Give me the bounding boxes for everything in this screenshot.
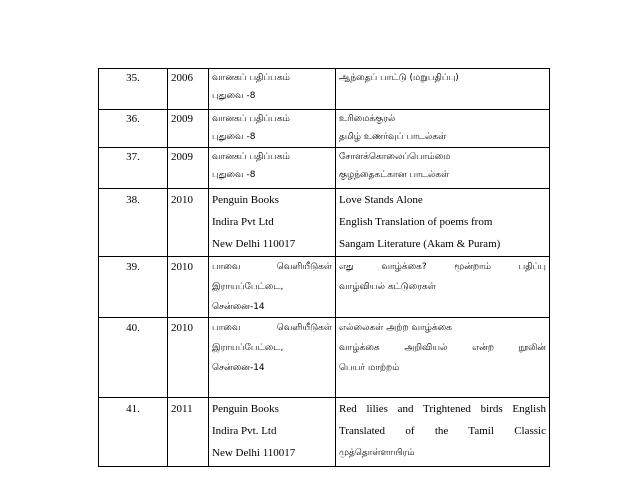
table-row (99, 398, 550, 467)
row-publisher: பாவை வெளியீடுகள் இராயப்பேட்டை, சென்னை-14 (209, 318, 336, 398)
row-title: எது வாழ்க்கை? மூன்றாம் பதிப்பு வாழ்வியல் கட்டுரைகள் (336, 257, 550, 318)
row-year: 2010 (168, 318, 209, 398)
row-number: 38. (99, 189, 168, 257)
table-row (99, 69, 550, 110)
row-year: 2011 (168, 398, 209, 467)
table-row (99, 257, 550, 318)
row-year: 2006 (168, 69, 209, 110)
row-title: Red lilies and Trightened birds English Translated of the Tamil Classic முத்தொள்ளாயிரம் (336, 398, 550, 467)
row-title: எல்லைகள் அற்ற வாழ்க்கை வாழ்க்கை அறிவியல் என்ற நூலின் பெயர் மாற்றம் (336, 318, 550, 398)
row-number: 39. (99, 257, 168, 318)
row-year: 2009 (168, 148, 209, 189)
table-row (99, 189, 550, 257)
row-year: 2010 (168, 189, 209, 257)
row-number: 41. (99, 398, 168, 467)
publications-table (98, 68, 550, 467)
row-title: உரிமைக்குரல் தமிழ் உணர்வுப் பாடல்கள் (336, 110, 550, 148)
row-number: 40. (99, 318, 168, 398)
row-publisher: Penguin Books Indira Pvt Ltd New Delhi 110017 (209, 189, 336, 257)
row-year: 2009 (168, 110, 209, 148)
row-year: 2010 (168, 257, 209, 318)
row-number: 37. (99, 148, 168, 189)
row-publisher: Penguin Books Indira Pvt. Ltd New Delhi 110017 (209, 398, 336, 467)
row-publisher: வானகப் பதிப்பகம் புதுவை -8 (209, 110, 336, 148)
table-row (99, 318, 550, 398)
table-row (99, 148, 550, 189)
row-title: Love Stands Alone English Translation of poems from Sangam Literature (Akam & Puram) (336, 189, 550, 257)
row-title: சோளக்கொலைப்பொம்மை குழந்தைகட்கான பாடல்கள் (336, 148, 550, 189)
row-publisher: பாவை வெளியீடுகள் இராயப்பேட்டை, சென்னை-14 (209, 257, 336, 318)
row-number: 35. (99, 69, 168, 110)
table-row (99, 110, 550, 148)
row-number: 36. (99, 110, 168, 148)
row-title: ஆந்தைப் பாட்டு (மறுபதிப்பு) (336, 69, 550, 110)
row-publisher: வானகப் பதிப்பகம் புதுவை -8 (209, 69, 336, 110)
row-publisher: வானகப் பதிப்பகம் புதுவை -8 (209, 148, 336, 189)
